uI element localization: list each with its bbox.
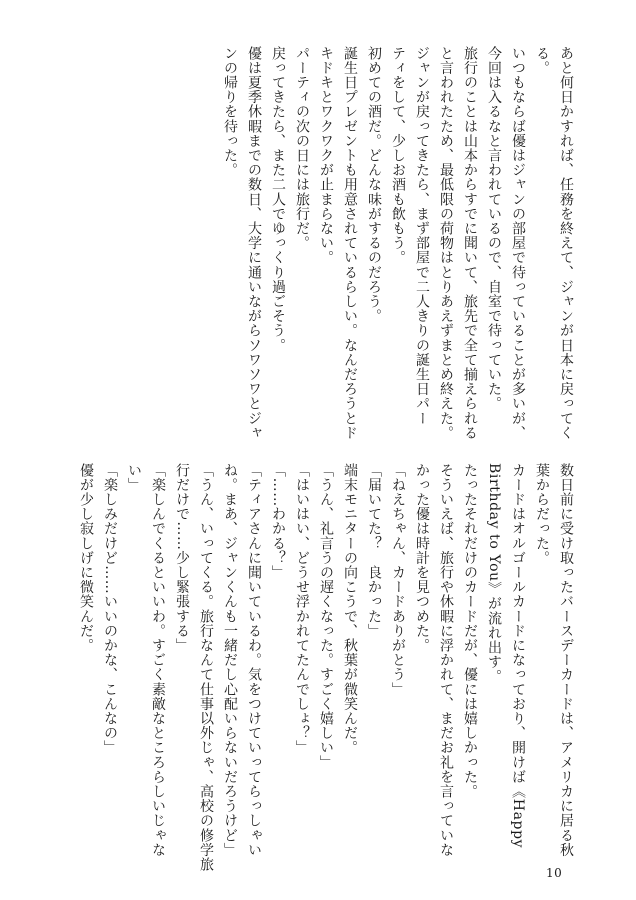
text-line: たったそれだけのカードだが、優には嬉しかった。 (462, 463, 478, 799)
text-line: 今回は入るなと言われているので、自室で待っていた。 (486, 46, 502, 411)
text-line: ンの帰りを待った。 (222, 46, 238, 178)
text-line: る。 (534, 46, 550, 76)
text-line: 戻ってきたら、また二人でゆっくり過ごそう。 (270, 46, 286, 353)
text-line: 優は夏季休暇までの数日、大学に通いながらソワソワとジャ (246, 46, 262, 441)
upper-text-section (218, 46, 578, 441)
text-line: いつもならば優はジャンの部屋で待っていることが多いが、 (510, 46, 526, 441)
text-line: あと何日かすれば、任務を終えて、ジャンが日本に戻ってく (558, 46, 574, 441)
text-line: Birthday to You》が流れ出す。 (486, 463, 502, 684)
text-line: 初めての酒だ。どんな味がするのだろう。 (366, 46, 382, 324)
text-line: そういえば、旅行や休暇に浮かれて、まだお礼を言っていな (438, 463, 454, 858)
text-line: 数日前に受け取ったバースデーカードは、アメリカに居る秋 (558, 463, 574, 858)
page-number: 10 (546, 866, 563, 880)
text-line: ね。まあ、ジャンくんも一緒だし心配いらないだろうけど」 (222, 463, 238, 858)
text-line: 「届いてた？ 良かった」 (366, 463, 382, 639)
text-line: と言われたため、最低限の荷物はとりあえずまとめ終えた。 (438, 46, 454, 441)
text-line: 「はいはい、どうせ浮かれてたんでしょ？」 (294, 463, 310, 755)
text-line: カードはオルゴールカードになっており、開けば《Happy (510, 463, 526, 849)
text-line: 誕生日プレゼントも用意されているらしい。なんだろうとド (342, 46, 358, 441)
text-line: い」 (126, 463, 142, 493)
text-line: 葉からだった。 (534, 463, 550, 566)
text-line: 旅行のことは山本からすでに聞いて、旅先で全て揃えられる (462, 46, 478, 441)
text-line: 「うん、礼言うの遅くなった。すごく嬉しい」 (318, 463, 334, 770)
text-line: 「ティアさんに聞いているわ。気をつけていってらっしゃい (246, 463, 262, 858)
text-line: かった優は時計を見つめた。 (414, 463, 430, 653)
text-line: 優が少し寂しげに微笑んだ。 (78, 463, 94, 653)
text-line: ティをして、少しお酒も飲もう。 (390, 46, 406, 265)
text-line: 端末モニターの向こうで、秋葉が微笑んだ。 (342, 463, 358, 755)
text-line: 「……わかる？」 (270, 463, 286, 580)
text-line: キドキとワクワクが止まらない。 (318, 46, 334, 265)
text-line: 「うん、いってくる。旅行なんて仕事以外じゃ、高校の修学旅 (198, 463, 214, 872)
text-line: ジャンが戻ってきたら、まず部屋で二人きりの誕生日パー (414, 46, 430, 426)
text-line: パーティの次の日には旅行だ。 (294, 46, 310, 251)
lower-text-section (74, 463, 578, 872)
text-line: 行だけで……少し緊張する」 (174, 463, 190, 653)
text-line: 「ねえちゃん、カードありがとう」 (390, 463, 406, 697)
text-line: 「楽しみだけど……いいのかな、こんなの」 (102, 463, 118, 755)
text-line: 「楽しんでくるといいわ。すごく素敵なところらしいじゃな (150, 463, 166, 858)
